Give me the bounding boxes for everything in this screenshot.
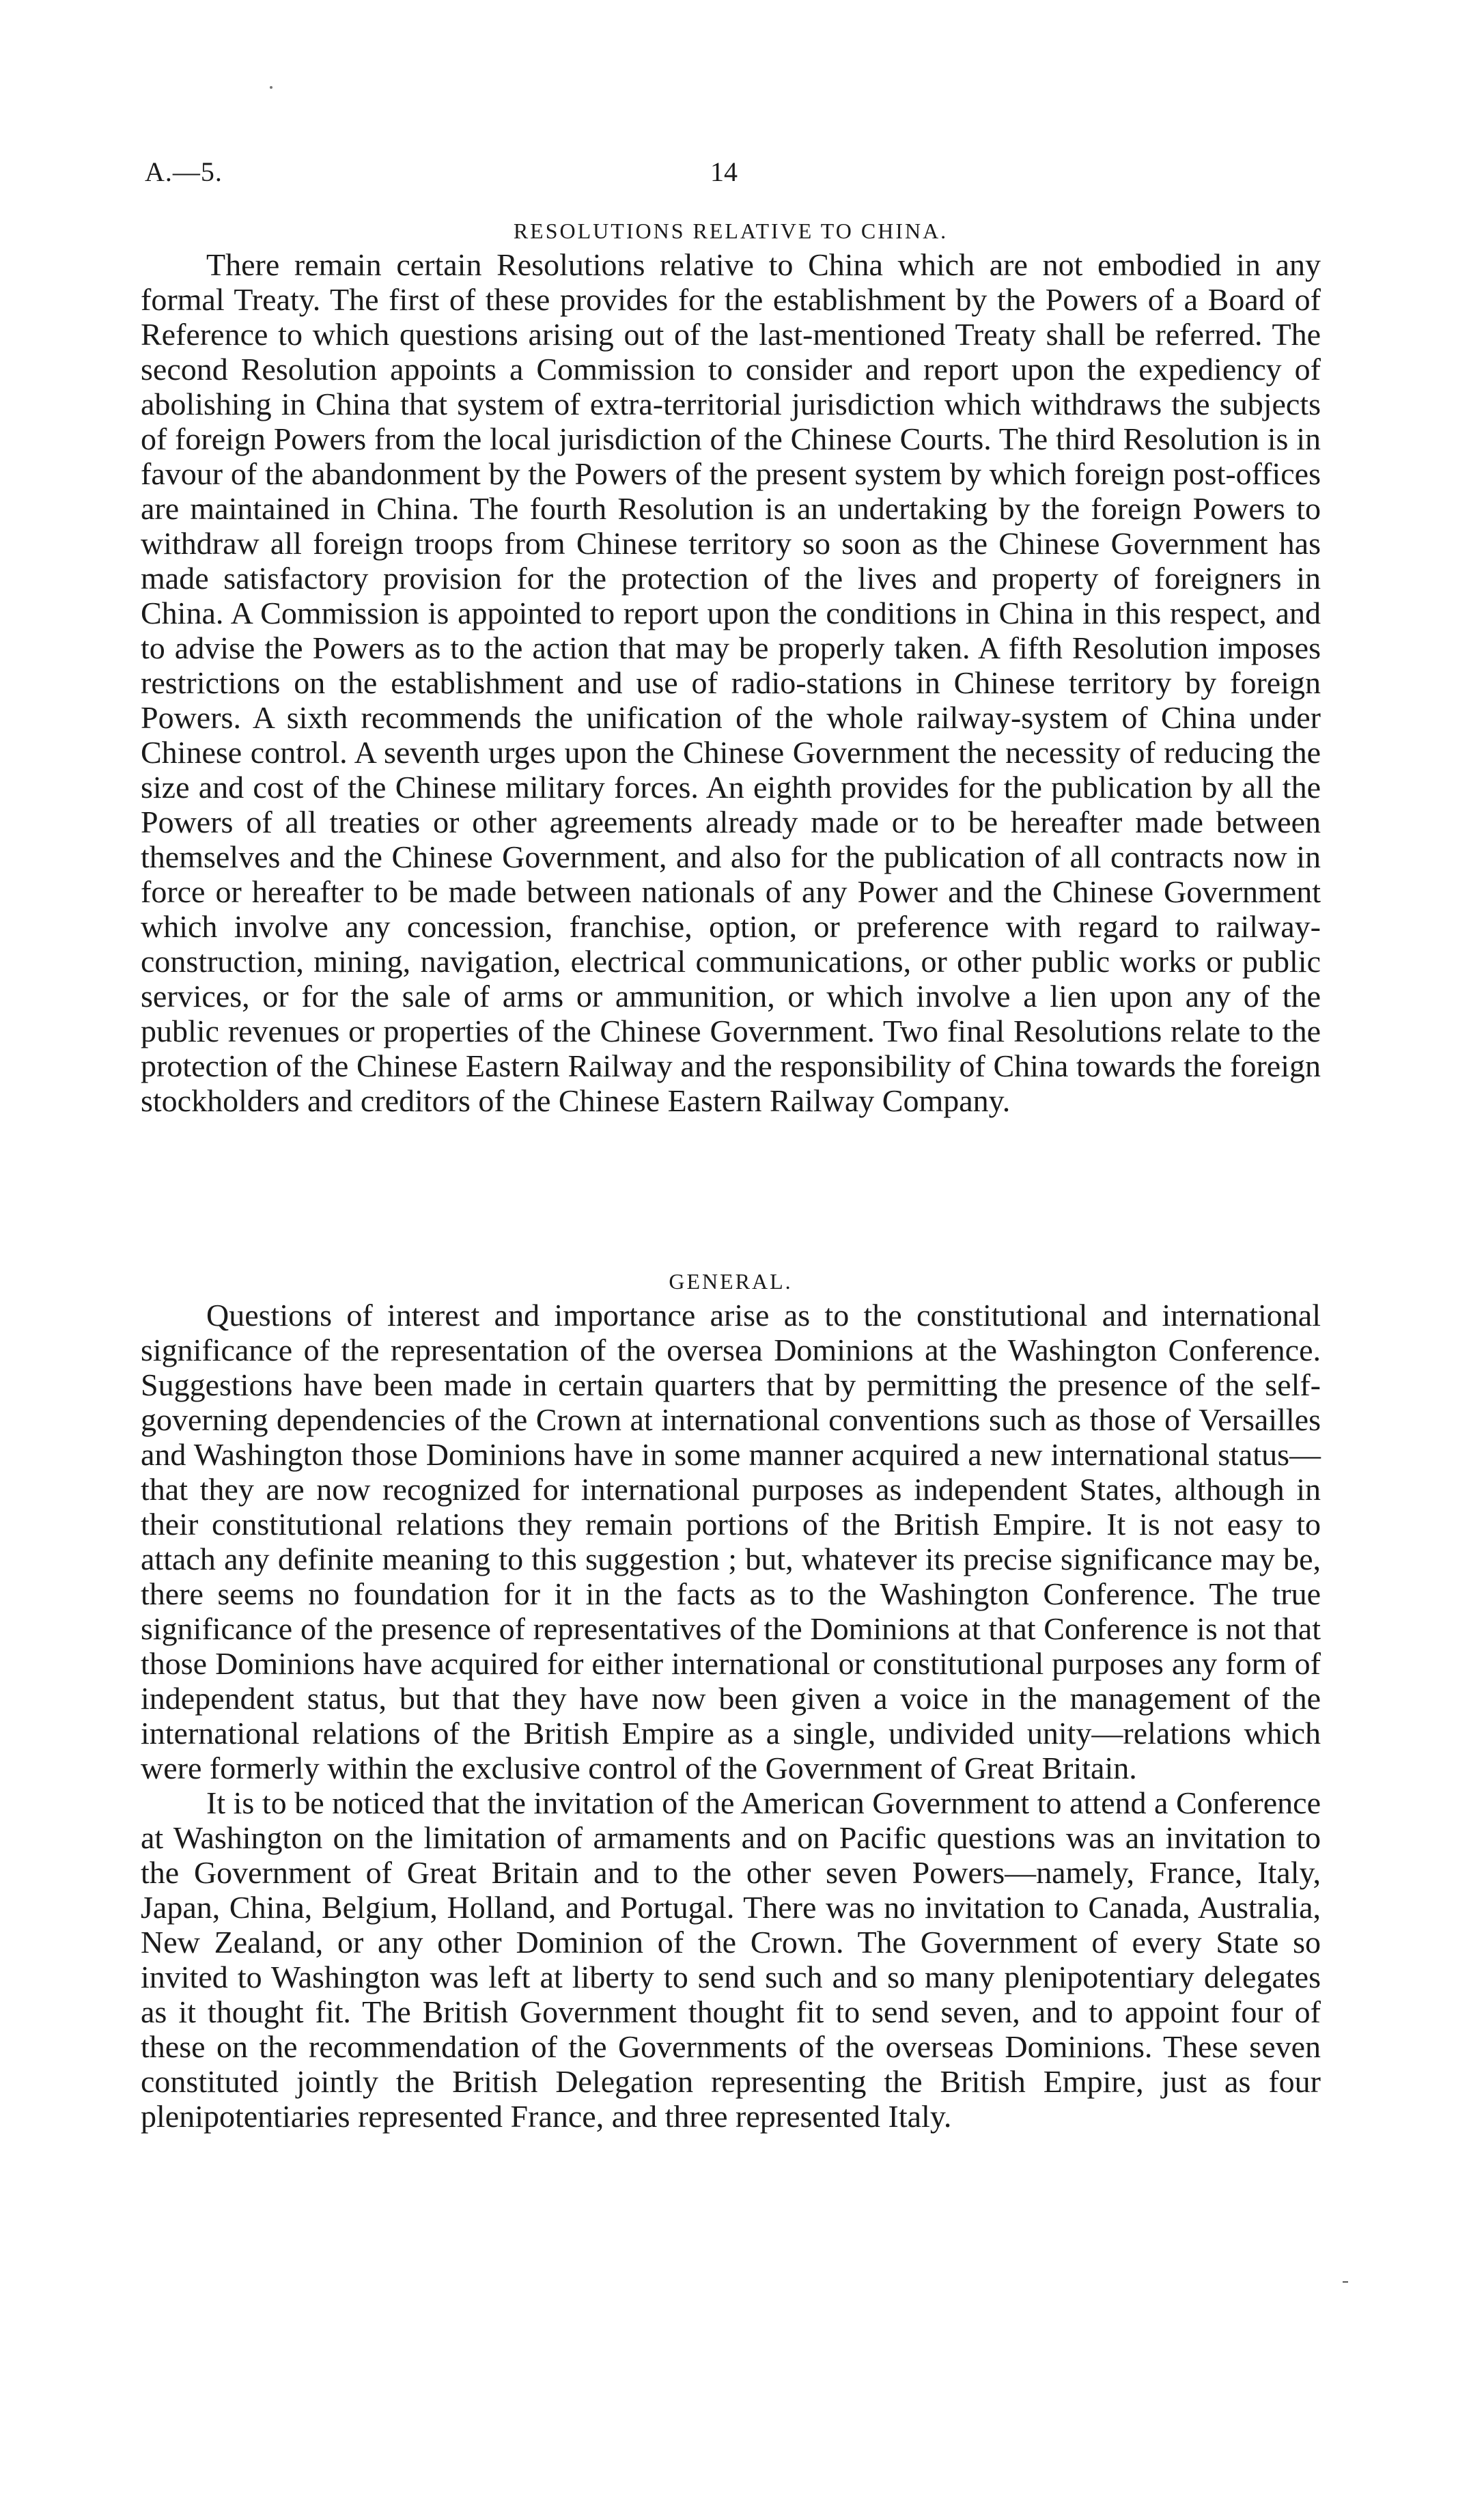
paragraph-china: There remain certain Resolutions relative to China which are not embodied in any formal Treaty. The first of these provides for the establishment by the Powers of a Board of Reference to which questions arising out of the last-mentioned Treaty shall be referred. The second Resolution appoints a Commission to consider and report upon the expediency of abolishing in China that system of extra-territorial jurisdiction which withdraws the subjects of foreign Powers from the local jurisdiction of the Chinese Courts. The third Resolution is in favour of the abandonment by the Powers of the present system by which foreign post-offices are maintained in China. The fourth Resolution is an undertaking by the foreign Powers to withdraw all foreign troops from Chinese territory so soon as the Chinese Government has made satisfactory provision for the protection of the lives and property of foreigners in China. A Commission is appointed to report upon the conditions in China in this respect, and to advise the Powers as to the action that may be properly taken. A fifth Resolution imposes restrictions on the establishment and use of radio-stations in Chinese territory by foreign Powers. A sixth recommends the unification of the whole railway-system of China under Chinese control. A seventh urges upon the Chinese Government the necessity of reducing the size and cost of the Chinese military forces. An eighth provides for the publication by all the Powers of all treaties or other agreements already made or to be hereafter made between themselves and the Chinese Government, and also for the publication of all contracts now in force or hereafter to be made between nationals of any Power and the Chinese Government which involve any concession, franchise, option, or preference with regard to railway-construction, mining, navigation, electrical communications, or other public works or public services, or for the sale of arms or ammunition, or which involve a lien upon any of the public revenues or properties of the Chinese Government. Two final Resolutions relate to the protection of the Chinese Eastern Railway and the responsibility of China towards the foreign stockholders and creditors of the Chinese Eastern Railway Company. — [141, 247, 1321, 1118]
section-heading-china: RESOLUTIONS RELATIVE TO CHINA. — [513, 219, 949, 243]
margin-mark — [1343, 2281, 1348, 2283]
section-general — [141, 1268, 1321, 2134]
section-resolutions-china — [141, 217, 1321, 1118]
paragraph-general-2: It is to be noticed that the invitation of the American Government to attend a Conference at Washington on the limitation of armaments and on Pacific questions was an invitation to the Government of Great Britain and to the other seven Powers—namely, France, Italy, Japan, China, Belgium, Holland, and Portugal. There was no invitation to Canada, Australia, New Zealand, or any other Dominion of the Crown. The Government of every State so invited to Washington was left at liberty to send such and so many plenipotentiary delegates as it thought fit. The British Government thought fit to send seven, and to appoint four of these on the recommendation of the Governments of the overseas Dominions. These seven constituted jointly the British Delegation representing the British Empire, just as four plenipotentiaries represented France, and three represented Italy. — [141, 1785, 1321, 2134]
section-heading-general: GENERAL. — [669, 1269, 793, 1294]
page-number: 14 — [710, 156, 738, 187]
scan-speck — [270, 86, 272, 89]
document-reference: A.—5. — [145, 156, 223, 187]
paragraph-general-1: Questions of interest and importance arise as to the constitutional and international significance of the representation of the oversea Dominions at the Washington Conference. Suggestions have been made in certain quarters that by permitting the presence of the self-governing dependencies of the Crown at international conventions such as those of Versailles and Washington those Dominions have in some manner acquired a new international status—that they are now recognized for international purposes as independent States, although in their constitutional relations they remain portions of the British Empire. It is not easy to attach any definite meaning to this suggestion ; but, whatever its precise significance may be, there seems no foundation for it in the facts as to the Washington Conference. The true significance of the presence of representatives of the Dominions at that Conference is not that those Dominions have acquired for either international or constitutional purposes any form of independent status, but that they have now been given a voice in the management of the international relations of the British Empire as a single, undivided unity—relations which were formerly within the exclusive control of the Government of Great Britain. — [141, 1298, 1321, 1785]
